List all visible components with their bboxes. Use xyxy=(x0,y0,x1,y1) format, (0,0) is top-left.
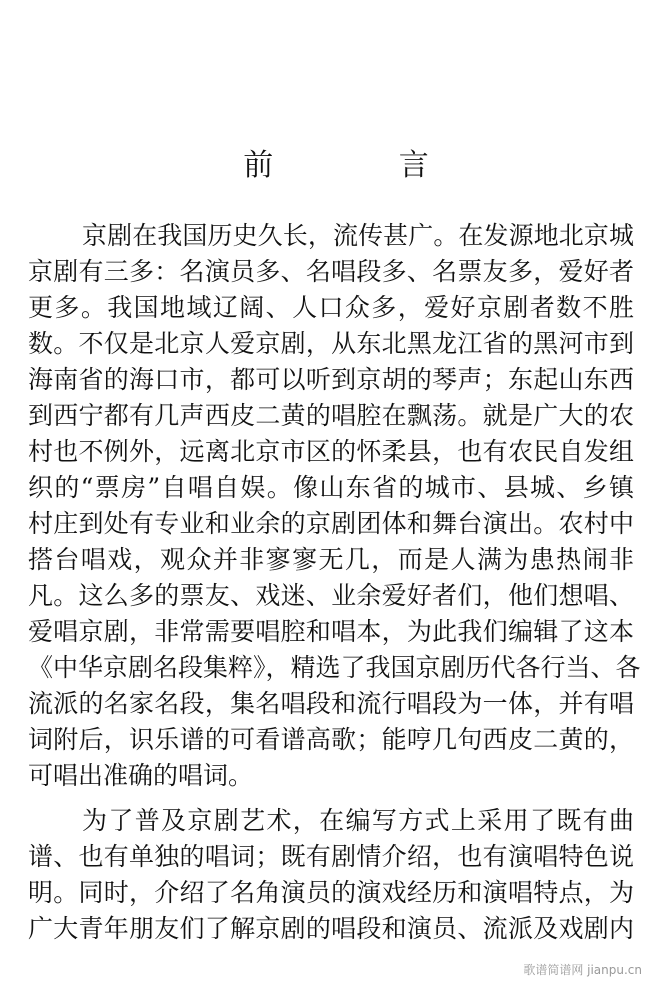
watermark: 歌谱简谱网 jianpu.cn xyxy=(523,963,642,977)
text-line: 广大青年朋友们了解京剧的唱段和演员、流派及戏剧内 xyxy=(28,914,634,943)
text-line: 京剧在我国历史久长，流传甚广。在发源地北京城 xyxy=(82,221,634,250)
text-line: 明。同时，介绍了名角演员的演戏经历和演唱特点，为 xyxy=(28,878,634,907)
text-line: 村庄到处有专业和业余的京剧团体和舞台演出。农村中 xyxy=(28,509,634,538)
paragraph xyxy=(28,218,641,794)
text-line: 词附后，识乐谱的可看谱高歌；能哼几句西皮二黄的， xyxy=(28,725,634,754)
text-line: 为了普及京剧艺术，在编写方式上采用了既有曲 xyxy=(82,806,634,835)
text-line: 爱唱京剧，非常需要唱腔和唱本，为此我们编辑了这本 xyxy=(28,617,634,646)
text-line: 到西宁都有几声西皮二黄的唱腔在飘荡。就是广大的农 xyxy=(28,401,634,430)
text-line: 织的“票房”自唱自娱。像山东省的城市、县城、乡镇 xyxy=(28,473,634,502)
text-line: 凡。这么多的票友、戏迷、业余爱好者们，他们想唱、 xyxy=(28,581,634,610)
text-line: 《中华京剧名段集粹》，精选了我国京剧历代各行当、各 xyxy=(28,653,641,682)
text-line: 流派的名家名段，集名唱段和流行唱段为一体，并有唱 xyxy=(28,689,634,718)
page-title: 前 言 xyxy=(243,148,487,183)
text-line: 海南省的海口市，都可以听到京胡的琴声；东起山东西 xyxy=(28,365,634,394)
text-line: 更多。我国地域辽阔、人口众多，爱好京剧者数不胜 xyxy=(28,293,634,322)
text-line: 数。不仅是北京人爱京剧，从东北黑龙江省的黑河市到 xyxy=(28,329,634,358)
text-line: 搭台唱戏，观众并非寥寥无几，而是人满为患热闹非 xyxy=(28,545,634,574)
text-line: 可唱出准确的唱词。 xyxy=(28,761,254,790)
text-line: 京剧有三多：名演员多、名唱段多、名票友多，爱好者 xyxy=(28,257,634,286)
paragraph xyxy=(28,803,634,947)
text-line: 谱、也有单独的唱词；既有剧情介绍，也有演唱特色说 xyxy=(28,842,634,871)
preface-body xyxy=(28,218,641,947)
text-line: 村也不例外，远离北京市区的怀柔县，也有农民自发组 xyxy=(28,437,634,466)
